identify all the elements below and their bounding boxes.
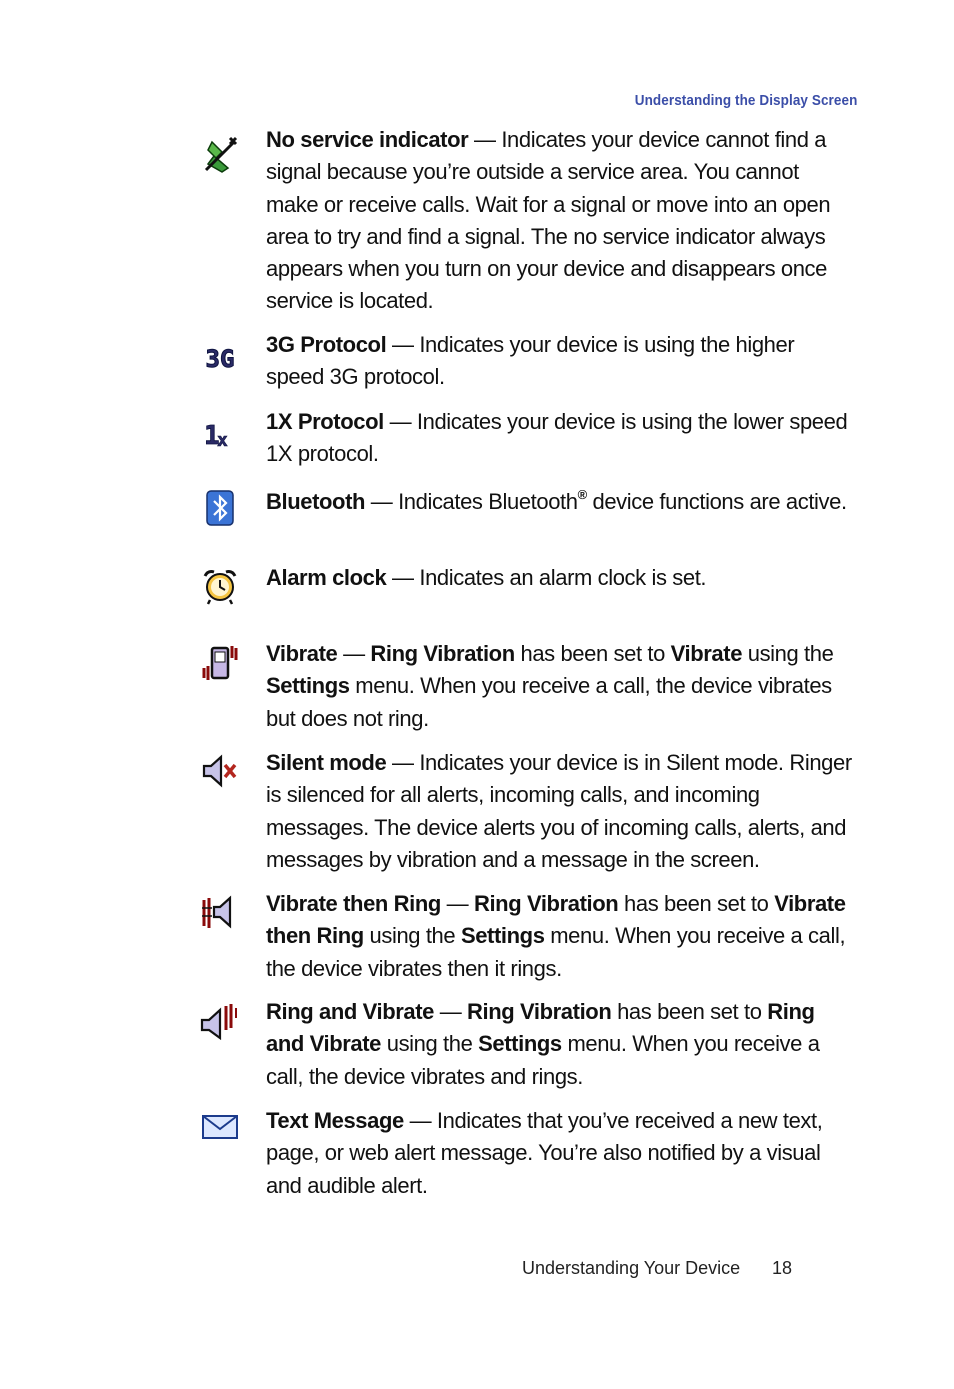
entry-text: Vibrate — Ring Vibration has been set to Vibrate using the Settings menu. When you receive a call, the device vibrates but does not ring. <box>266 641 834 731</box>
entry-term: Silent mode <box>266 750 387 775</box>
footer-section-title: Understanding Your Device <box>522 1258 741 1278</box>
svg-text:3G: 3G <box>205 345 235 373</box>
entry-text: Ring and Vibrate — Ring Vibration has been set to Ring and Vibrate using the Settings menu. When you receive a call, the device vibrates and rings. <box>266 999 820 1089</box>
entry-term: Text Message <box>266 1108 404 1133</box>
entry-text: Silent mode — Indicates your device is in Silent mode. Ringer is silenced for all alerts, incoming calls, and incoming messages. The device alerts you of incoming calls, alerts, and messages by vibration and a message in the screen. <box>266 750 852 872</box>
entry-term: Alarm clock <box>266 565 387 590</box>
page-number: 18 <box>772 1258 793 1278</box>
registered-mark: ® <box>577 487 587 502</box>
svg-text:x: x <box>217 430 228 451</box>
vibrate-then-ring-icon <box>200 892 240 932</box>
entry-text: 1X Protocol — Indicates your device is using the lower speed 1X protocol. <box>266 409 848 467</box>
entry-description: Indicates that you’ve received a new text, page, or web alert message. You’re also notified by a visual and audible alert. <box>266 1108 823 1198</box>
page-footer <box>522 1258 793 1279</box>
entry-text: No service indicator — Indicates your device cannot find a signal because you’re outside a service area. You cannot make or receive calls. Wait for a signal or move into an open area to try and find a signal. The no service indicator always appears when you turn on your device and disappears once service is located. <box>266 127 831 314</box>
1x-icon <box>200 412 240 452</box>
3g-icon <box>200 335 240 375</box>
silent-mode-icon <box>200 751 240 791</box>
envelope-icon <box>200 1107 240 1147</box>
ring-and-vibrate-icon <box>200 1000 240 1040</box>
entry-term: Ring and Vibrate <box>266 999 434 1024</box>
no-service-icon <box>200 134 240 174</box>
svg-text:1: 1 <box>204 421 220 451</box>
entry-text: Text Message — Indicates that you’ve received a new text, page, or web alert message. You’re also notified by a visual and audible alert. <box>266 1108 823 1198</box>
entry-text: Bluetooth — Indicates Bluetooth® device functions are active. <box>266 487 847 514</box>
alarm-clock-icon <box>200 566 240 606</box>
entry-term: Vibrate <box>266 641 338 666</box>
entry-description: Indicates your device is using the higher speed 3G protocol. <box>266 332 795 390</box>
entry-term: Vibrate then Ring <box>266 891 441 916</box>
entry-term: No service indicator <box>266 127 469 152</box>
entry-description: Indicates your device is using the lower speed 1X protocol. <box>266 409 848 467</box>
entry-term: 3G Protocol <box>266 332 387 357</box>
entry-description: device functions are active. <box>586 489 847 514</box>
entry-description: Indicates your device cannot find a signal because you’re outside a service area. You cannot make or receive calls. Wait for a signal or move into an open area to try and find a signal. The no service indicator always appears when you turn on your device and disappears once service is located. <box>266 127 831 314</box>
entry-text: Alarm clock — Indicates an alarm clock is set. <box>266 565 707 590</box>
entry-description: Indicates an alarm clock is set. <box>419 565 707 590</box>
vibrate-icon <box>200 642 240 682</box>
bluetooth-icon <box>200 488 240 528</box>
entry-term: Bluetooth <box>266 489 366 514</box>
entry-description: Indicates your device is in Silent mode. Ringer is silenced for all alerts, incoming calls, and incoming messages. The device alerts you of incoming calls, alerts, and messages by vibration and a message in the screen. <box>266 750 852 872</box>
entry-text: 3G Protocol — Indicates your device is using the higher speed 3G protocol. <box>266 332 795 390</box>
entry-text: Vibrate then Ring — Ring Vibration has been set to Vibrate then Ring using the Settings menu. When you receive a call, the device vibrates then it rings. <box>266 891 846 981</box>
entry-term: 1X Protocol <box>266 409 384 434</box>
running-header: Understanding the Display Screen <box>634 92 857 109</box>
